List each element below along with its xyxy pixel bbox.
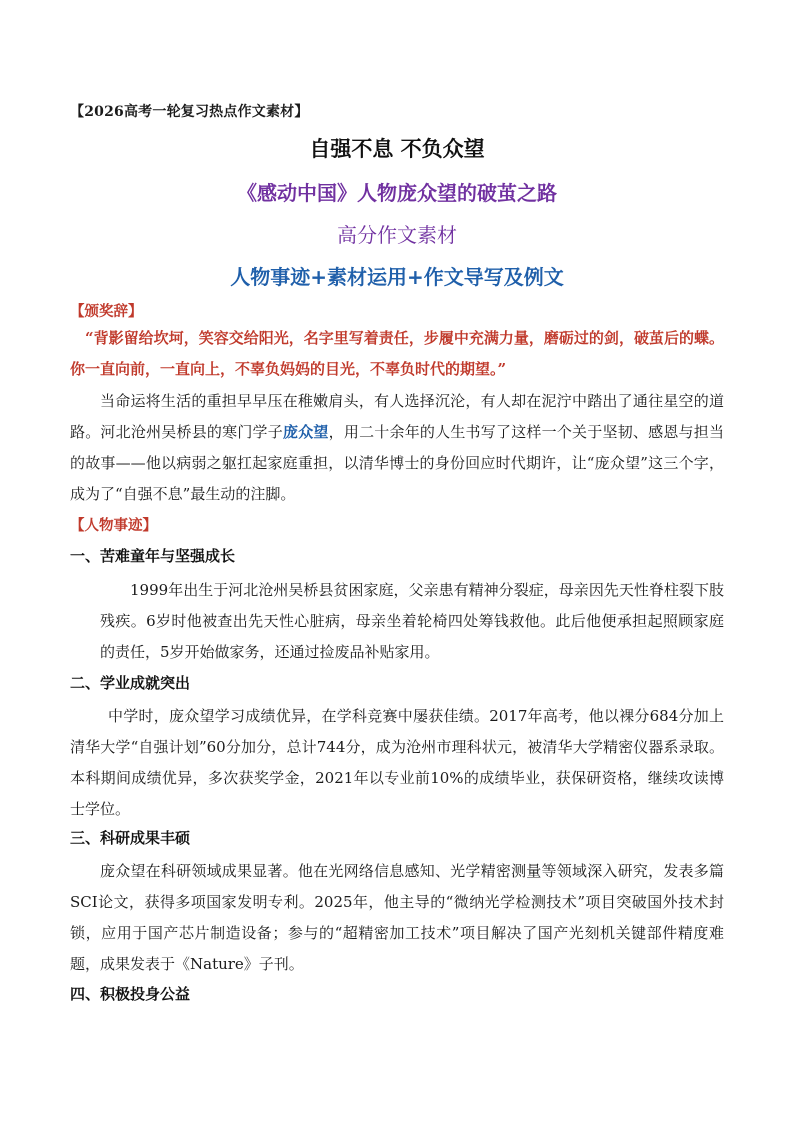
award-text: “背影留给坎坷，笑容交给阳光，名字里写着责任，步履中充满力量，磨砺过的剑，破茧后的蝶。你一直向前，一直向上，不辜负妈妈的目光，不辜负时代的期望。” <box>70 329 724 378</box>
main-title: 自强不息 不负众望 <box>309 137 485 161</box>
category-title: 高分作文素材 <box>337 223 457 247</box>
intro-paragraph <box>70 386 724 510</box>
section-text-3: 庞众望在科研领域成果显著。他在光网络信息感知、光学精密测量等领域深入研究，发表多篇SCI论文，获得多项国家发明专利。2025年，他主导的“微纳光学检测技术”项目突破国外技术封锁，应用于国产芯片制造设备；参与的“超精密加工技术”项目解决了国产光刻机关键部件精度难题，成果发表于《Nature》子刊。 <box>70 862 724 973</box>
section-text-1: 1999年出生于河北沧州吴桥县贫困家庭，父亲患有精神分裂症，母亲因先天性脊柱裂下肢残疾。6岁时他被查出先天性心脏病，母亲坐着轮椅四处筹钱救他。此后他便承担起照顾家庭的责任，5岁开始做家务，还通过捡废品补贴家用。 <box>100 581 724 661</box>
intro-highlight-name: 庞众望 <box>283 423 329 441</box>
section-text-2: 中学时，庞众望学习成绩优异，在学科竞赛中屡获佳绩。2017年高考，他以裸分684分加上清华大学“自强计划”60分加分，总计744分，成为沧州市理科状元，被清华大学精密仪器系录取。本科期间成绩优异，多次获奖学金，2021年以专业前10%的成绩毕业，获保研资格，继续攻读博士学位。 <box>70 707 724 818</box>
award-heading: 【颁奖辞】 <box>70 303 143 320</box>
header-tag: 【2026高考一轮复习热点作文素材】 <box>70 104 309 120</box>
section-title-2: 二、学业成就突出 <box>70 674 191 692</box>
section-title-3: 三、科研成果丰硕 <box>70 829 191 847</box>
intro-text-after: ，用二十余年的人生书写了这样一个关于坚韧、感恩与担当的故事——他以病弱之躯扛起家庭重担，以清华博士的身份回应时代期许，让“庞众望”这三个字，成为了“自强不息”最生动的注脚。 <box>70 423 724 503</box>
contents-title: 人物事迹+素材运用+作文导写及例文 <box>230 265 564 289</box>
intro-text-before: 当命运将生活的重担早早压在稚嫩肩头，有人选择沉沦，有人却在泥泞中踏出了通往星空的道路。河北沧州吴桥县的寒门学子 <box>70 392 724 441</box>
section-title-4: 四、积极投身公益 <box>70 985 191 1003</box>
section-title-1: 一、苦难童年与坚强成长 <box>70 547 236 565</box>
deeds-heading: 【人物事迹】 <box>70 517 157 534</box>
subtitle: 《感动中国》人物庞众望的破茧之路 <box>237 181 557 205</box>
